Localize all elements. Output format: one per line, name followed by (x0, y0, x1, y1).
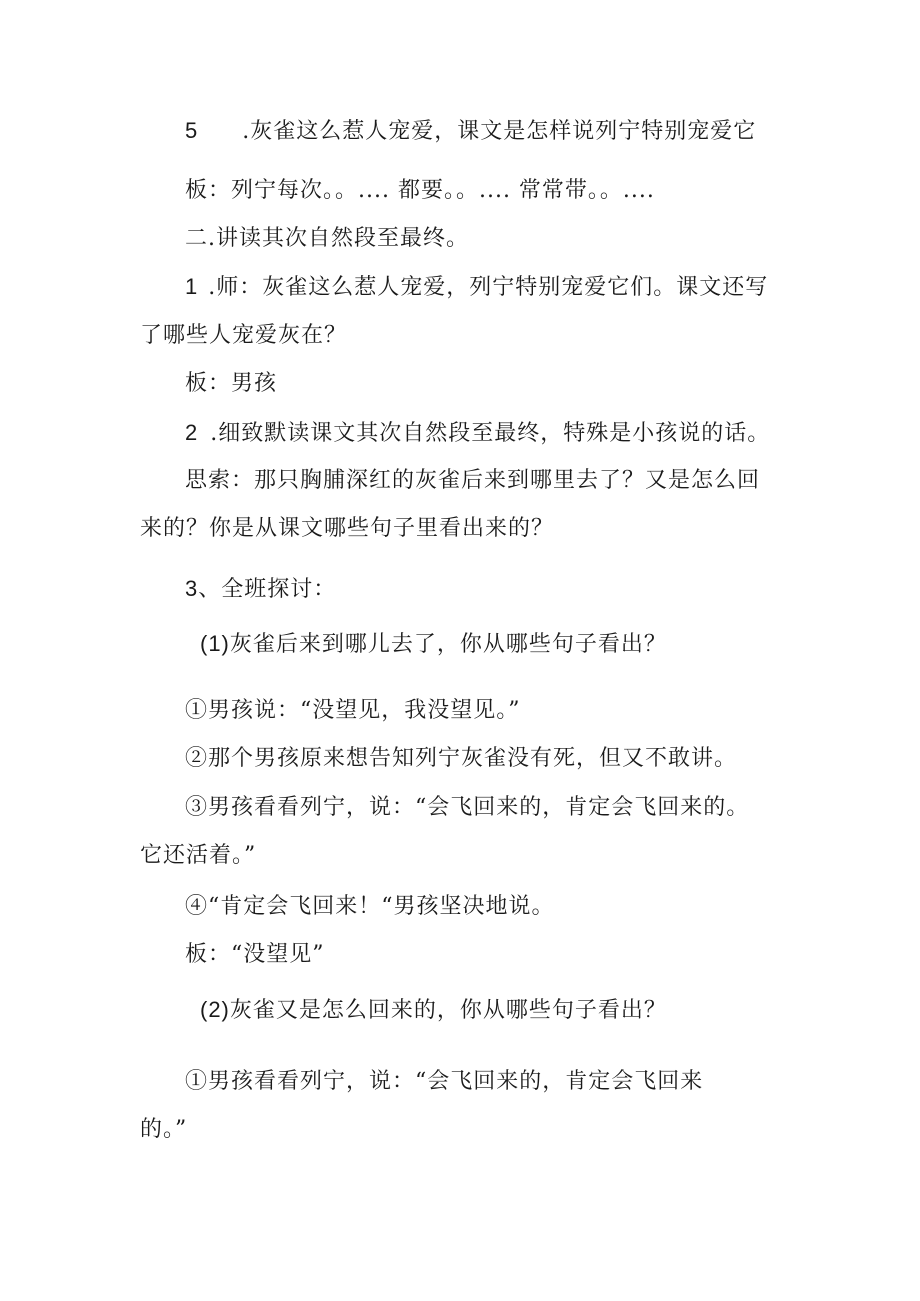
sub-question-2 (200, 995, 667, 1026)
quote-4: ④“肯定会飞回来！“男孩坚决地说。 (185, 894, 555, 919)
quote-3-continued: 它还活着。” (140, 843, 257, 868)
sub-question-1 (200, 629, 667, 660)
item-number: (2) (200, 997, 230, 1022)
step-text: 、全班探讨： (198, 577, 337, 602)
thinking-prompt-continued: 来的？你是从课文哪些句子里看出来的？ (140, 516, 555, 541)
step-1-continued: 了哪些人宠爱灰在？ (140, 323, 348, 348)
item-number: 3 (185, 576, 199, 601)
board-note-1: 板：列宁每次。。.... 都要。。.... 常常带。。.... (185, 178, 655, 203)
section-heading-2: 二.讲读其次自然段至最终。 (185, 226, 469, 251)
board-note-3: 板：“没望见” (185, 942, 325, 967)
thinking-prompt: 思索：那只胸脯深红的灰雀后来到哪里去了？又是怎么回 (185, 468, 761, 493)
quote-5-continued: 的。” (140, 1117, 188, 1142)
step-text: .细致默读课文其次自然段至最终，特殊是小孩说的话。 (210, 421, 771, 446)
board-note-2: 板：男孩 (185, 371, 278, 396)
item-number: 5 (185, 118, 199, 143)
step-text: .师：灰雀这么惹人宠爱，列宁特别宠爱它们。课文还写 (208, 275, 769, 300)
step-2 (185, 418, 770, 449)
sub-question-text: 灰雀后来到哪儿去了，你从哪些句子看出？ (229, 632, 667, 657)
item-number: 1 (185, 274, 199, 299)
step-3 (185, 574, 336, 605)
sub-question-text: 灰雀又是怎么回来的，你从哪些句子看出？ (229, 998, 667, 1023)
quote-1: ①男孩说：“没望见，我没望见。” (185, 698, 521, 723)
item-number: 2 (185, 420, 199, 445)
quote-5: ①男孩看看列宁，说：“会飞回来的，肯定会飞回来 (185, 1069, 704, 1094)
step-1 (185, 272, 768, 303)
item-number: (1) (200, 631, 230, 656)
quote-3: ③男孩看看列宁，说：“会飞回来的，肯定会飞回来的。 (185, 795, 750, 820)
quote-2: ②那个男孩原来想告知列宁灰雀没有死，但又不敢讲。 (185, 746, 738, 771)
question-text: .灰雀这么惹人宠爱，课文是怎样说列宁特别宠爱它 (242, 119, 757, 144)
question-5 (185, 116, 756, 147)
